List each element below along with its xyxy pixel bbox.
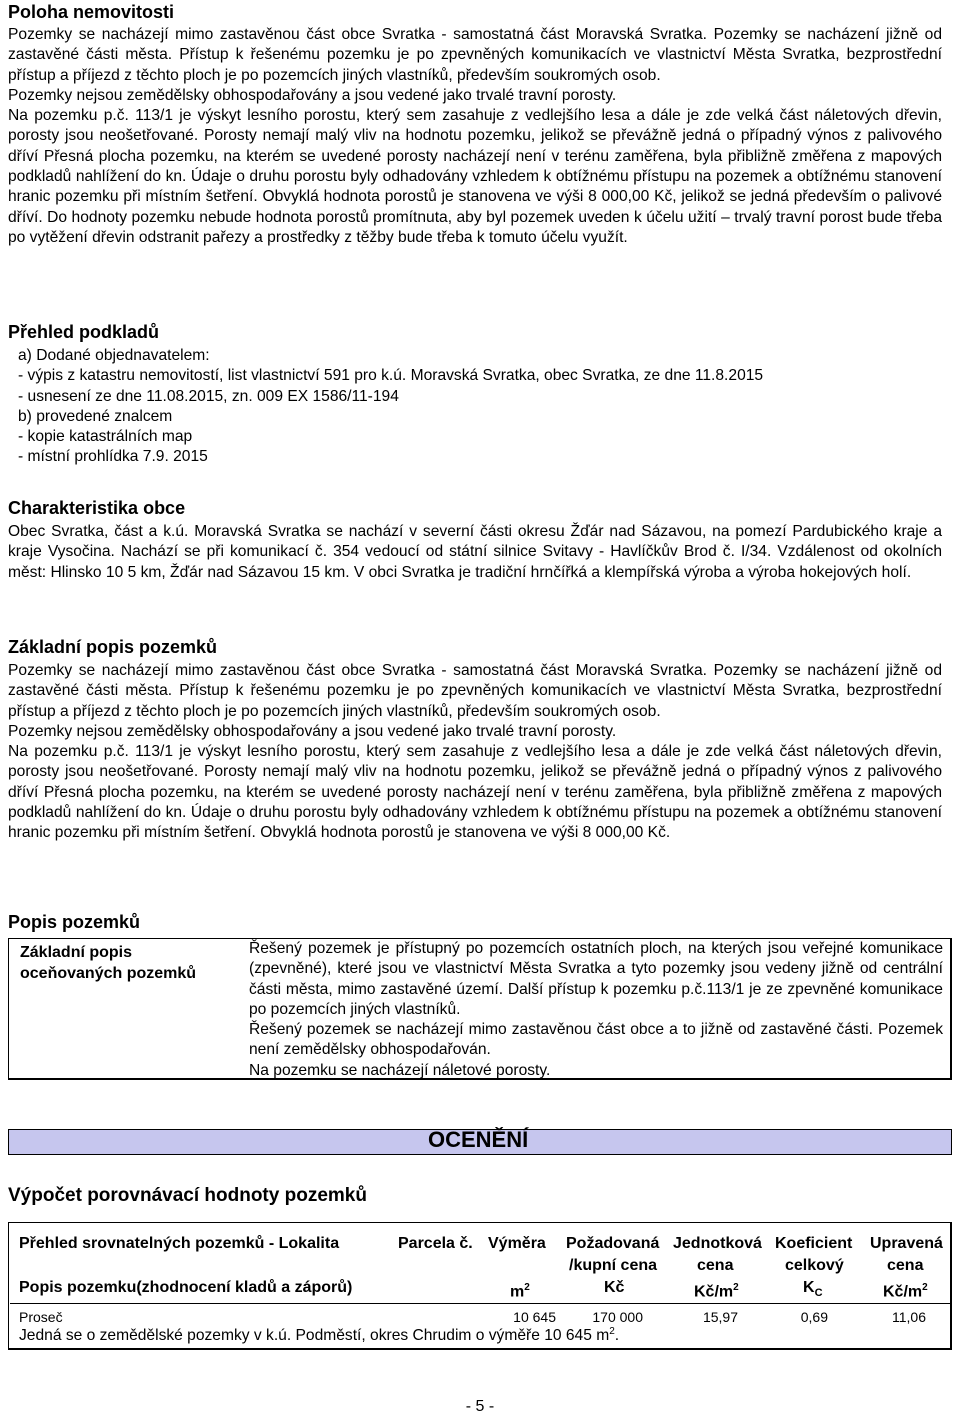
list-item: b) provedené znalcem (18, 407, 173, 425)
table-cell-popis: Jedná se o zemědělské pozemky v k.ú. Podměstí, okres Chrudim o výměře 10 645 $m^2$. (19, 1326, 620, 1345)
table-cell-jednotkova: 15,97 (702, 1309, 738, 1325)
section-title-popis: Popis pozemků (8, 912, 141, 932)
table-header-celkovy: celkový (785, 1257, 844, 1274)
poloha-text (8, 25, 942, 248)
table-cell-lokalita: Proseč (19, 1309, 63, 1325)
oceneni-title: OCENĚNÍ (428, 1127, 529, 1152)
poloha-paragraph: Pozemky se nacházejí mimo zastavěnou část obce Svratka - samostatná část Moravská Svratka. Pozemky se nacházení jižně od zastavěné části města. Přístup k řešenému pozemku je po zpevněných komunikacích ve vlastnictví Města Svratka, bezprostřední přístup a příjezd z těchto ploch je po pozemcích jiných vlastníků, především soukromých osob. (8, 26, 942, 84)
table-divider (10, 1303, 950, 1304)
poloha-paragraph: Na pozemku p.č. 113/1 je výskyt lesního porostu, který sem zasahuje z vedlejšího lesa a dále je zde velká část náletových dřevin, porosty jsou neošetřované. Porosty nemají malý vliv na hodnotu pozemku, jelikož se převážně jedná o případný výnos z palivového dříví Přesná plocha pozemku, na kterém se uvedené porosty nacházejí není v terénu zaměřena, byla přibližně změřena z mapových podkladů nahlížení do kn. Údaje o druhu porostu byly odhadovány vzhledem k obtížnému přístupu na pozemek a obtížnému stanovení hranic pozemku při místním šetření. Obvyklá hodnota porostů je stanovena ve výši 8 000,00 Kč, jelikož se jedná především o palivové dříví. Do hodnoty pozemku nebude hodnota porostů promítnuta, aby byl pozemek uveden k účelu užití – trvalý travní porost bude třeba po vytěžení dřevin odstranit pařezy a prostředky z těžby bude třeba k tomuto účelu využít. (8, 107, 942, 246)
popis-paragraph: Řešený pozemek je přístupný po pozemcích ostatních ploch, na kterých jsou veřejné komunikace (zpevněné), které jsou ve vlastnictví Města Svratka a tyto pozemky jsou vedeny jižně od centrální části města, mimo zastavěné území. Další přístup k pozemku p.č.113/1 je ze zpevněné komunikace po pozemcích jiných vlastníků. (249, 940, 943, 1018)
section-title-poloha: Poloha nemovitosti (8, 2, 175, 22)
table-header-pozadovana: Požadovaná (566, 1235, 660, 1252)
table-header-popis: Popis pozemku(zhodnocení kladů a záporů) (19, 1279, 353, 1296)
obec-paragraph: Obec Svratka, část a k.ú. Moravská Svratka se nachází v severní části okresu Žďár nad Sázavou, na pomezí Pardubického kraje a kraje Vysočina. Nachází se při komunikací č. 354 vedoucí od státní silnice Svitavy - Havlíčkův Brod č. I/34. Vzdálenost od okolních měst: Hlinsko 10 5 km, Žďár nad Sázavou 15 km. V obci Svratka je tradiční hrnčířká a klempířská výroba a výroba hokejových holí. (8, 523, 942, 581)
section-title-podklady: Přehled podkladů (8, 322, 160, 342)
popis-label-line: oceňovaných pozemků (20, 964, 197, 982)
table-header-jednotkova: Jednotková (673, 1235, 762, 1252)
table-header-upravena: Upravená (870, 1235, 943, 1252)
list-item: - kopie katastrálních map (18, 428, 193, 446)
table-header-kupni-cena: /kupní cena (569, 1257, 658, 1274)
table-header-parcela: Parcela č. (398, 1235, 473, 1252)
table-header-prehled: Přehled srovnatelných pozemků - Lokalita (19, 1235, 340, 1252)
table-cell-vymera: 10 645 (513, 1309, 556, 1325)
list-item: - usnesení ze dne 11.08.2015, zn. 009 EX 1586/11-194 (18, 387, 399, 405)
popis-label (20, 943, 220, 984)
podklady-list (18, 346, 763, 468)
table-header-jednotkova-unit: $Kč/m^2$ (694, 1282, 739, 1301)
zakladni-paragraph: Na pozemku p.č. 113/1 je výskyt lesního porostu, který sem zasahuje z vedlejšího lesa a dále je zde velká část náletových dřevin, porosty jsou neošetřované. Porosty nemají malý vliv na hodnotu pozemku, jelikož se převážně jedná o případný výnos z palivového dříví Přesná plocha pozemku, na kterém se uvedené porosty nacházejí není v terénu zaměřena, byla přibližně změřena z mapových podkladů nahlížení do kn. Údaje o druhu porostu byly odhadovány vzhledem k obtížnému přístupu na pozemek a obtížnému stanovení hranic pozemku při místním šetření. Obvyklá hodnota porostů je stanovena ve výši 8 000,00 Kč. (8, 743, 942, 842)
table-header-upravena-unit: $Kč/m^2$ (883, 1282, 928, 1301)
popis-label-line: Základní popis (20, 944, 133, 961)
section-title-zakladni: Základní popis pozemků (8, 637, 218, 657)
table-header-kc-symbol: $K_C$ (803, 1279, 823, 1300)
list-item: - výpis z katastru nemovitostí, list vlastnictví 591 pro k.ú. Moravská Svratka, obec Svratka, ze dne 11.8.2015 (18, 367, 764, 385)
zakladni-text (8, 661, 942, 844)
obec-text (8, 522, 942, 583)
list-item: a) Dodané objednavatelem: (18, 347, 210, 364)
poloha-paragraph: Pozemky nejsou zemědělsky obhospodařovány a jsou vedené jako trvalé travní porosty. (8, 86, 617, 104)
section-title-obec: Charakteristika obce (8, 498, 186, 518)
popis-paragraph: Na pozemku se nacházejí náletové porosty. (249, 1061, 551, 1079)
table-header-upravena-cena: cena (887, 1257, 924, 1274)
page-number: - 5 - (465, 1398, 495, 1415)
popis-box (8, 938, 952, 1080)
table-cell-koeficient: 0,69 (800, 1309, 828, 1325)
table-header-koeficient: Koeficient (775, 1235, 853, 1252)
table-cell-upravena: 11,06 (892, 1309, 926, 1325)
table-cell-cena: 170 000 (592, 1309, 643, 1325)
popis-paragraph: Řešený pozemek se nacházejí mimo zastavěnou část obce a to jižně od zastavěné části. Pozemek není zemědělsky obhospodařován. (249, 1021, 943, 1059)
table-header-kc: Kč (604, 1279, 625, 1296)
table-header-vymera: Výměra (488, 1235, 546, 1252)
table-header-vymera-unit: $m^2$ (510, 1282, 530, 1301)
list-item: - místní prohlídka 7.9. 2015 (18, 448, 208, 466)
zakladni-paragraph: Pozemky nejsou zemědělsky obhospodařovány a jsou vedené jako trvalé travní porosty. (8, 722, 617, 740)
zakladni-paragraph: Pozemky se nacházejí mimo zastavěnou část obce Svratka - samostatná část Moravská Svratka. Pozemky se nacházení jižně od zastavěné části města. Přístup k řešenému pozemku je po zpevněných komunikacích ve vlastnictví Města Svratka, bezprostřední přístup a příjezd z těchto ploch je po pozemcích jiných vlastníků, především soukromých osob. (8, 662, 942, 720)
section-title-vypocet: Výpočet porovnávací hodnoty pozemků (8, 1185, 367, 1206)
table-header-jednotkova-cena: cena (697, 1257, 734, 1274)
popis-text (249, 939, 943, 1081)
